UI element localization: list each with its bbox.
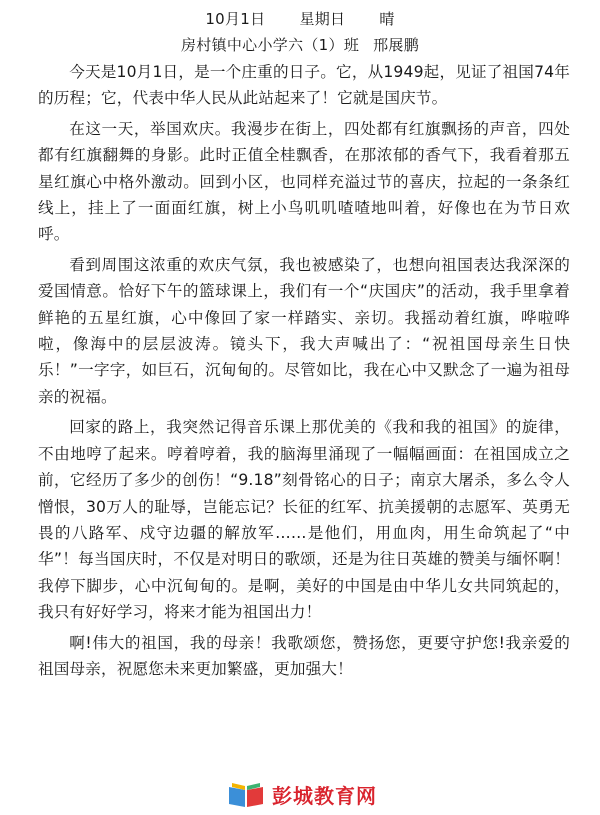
paragraph-3: 看到周围这浓重的欢庆气氛，我也被感染了，也想向祖国表达我深深的爱国情意。恰好下午的篮球课上，我们有一个“庆国庆”的活动，我手里拿着鲜艳的五星红旗，心中像回了家一样踏实、亲切。我摇动着红旗，哗啦哗啦，像海中的层层波涛。镜头下，我大声喊出了：“祝祖国母亲生日快乐！”一字字，如巨石，沉甸甸的。尽管如比，我在心中又默念了一遍为祖母亲的祝福。 xyxy=(38,255,570,406)
weekday-text: 星期日 xyxy=(299,10,346,28)
essay-body xyxy=(38,59,570,682)
date-text: 10月1日 xyxy=(205,10,266,28)
site-logo xyxy=(226,779,377,809)
class-info-text: 房村镇中心小学六（1）班 xyxy=(180,36,360,54)
paragraph-1: 今天是10月1日，是一个庄重的日子。它，从1949起，见证了祖国74年的历程；它，代表中华人民从此站起来了！它就是国庆节。 xyxy=(38,63,570,108)
paragraph-5: 啊!伟大的祖国，我的母亲！我歌颂您，赞扬您，更要守护您!我亲爱的祖国母亲，祝愿您未来更加繁盛，更加强大！ xyxy=(38,633,570,678)
author-line xyxy=(0,34,600,56)
diary-date-line xyxy=(0,8,600,30)
weather-text: 晴 xyxy=(379,10,395,28)
paragraph-4: 回家的路上，我突然记得音乐课上那优美的《我和我的祖国》的旋律，不由地哼了起来。哼着哼着，我的脑海里涌现了一幅幅画面：在祖国成立之前，它经历了多少的创伤！“9.18”刻骨铭心的日子；南京大屠杀，多么令人憎恨，30万人的耻辱，岂能忘记？长征的红军、抗美援朝的志愿军、英勇无畏的八路军、戍守边疆的解放军……是他们，用血肉，用生命筑起了“中华”！每当国庆时，不仅是对明日的歌颂，还是为往日英雄的赞美与缅怀啊！我停下脚步，心中沉甸甸的。是啊，美好的中国是由中华儿女共同筑起的，我只有好好学习，将来才能为祖国出力！ xyxy=(38,418,570,622)
author-name: 邢展鹏 xyxy=(373,36,420,54)
brand-name: 彭城教育网 xyxy=(272,783,377,808)
open-book-icon xyxy=(226,779,266,809)
paragraph-2: 在这一天，举国欢庆。我漫步在街上，四处都有红旗飘扬的声音，四处都有红旗翻舞的身影。此时正值全桂飘香，在那浓郁的香气下，我看着那五星红旗心中格外激动。回到小区，也同样充溢过节的喜庆，拉起的一条条红线上，挂上了一面面红旗，树上小鸟叽叽喳喳地叫着，好像也在为节日欢呼。 xyxy=(38,119,570,244)
